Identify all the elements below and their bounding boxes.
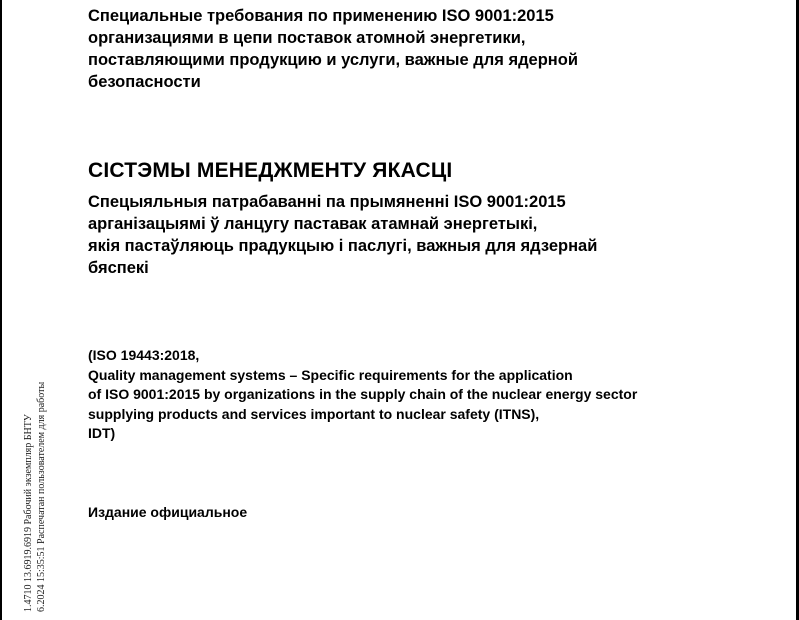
iso-reference: (ISO 19443:2018, Quality management systems – Specific requirements for the application of ISO 9001:2015 by organizations in the supply chain of the nuclear energy sector supplying products and services important to nuclear safety (ITNS), IDT) bbox=[88, 347, 638, 441]
belarusian-title: СІСТЭМЫ МЕНЕДЖМЕНТУ ЯКАСЦІ bbox=[88, 159, 453, 182]
edition-label: Издание официальное bbox=[88, 504, 248, 520]
stamp-line-2: 6.2024 15:35:51 Распечатан пользователем для работы bbox=[35, 381, 47, 612]
side-watermark-stamp bbox=[23, 382, 48, 612]
russian-subtitle: Специальные требования по применению ISO 9001:2015 организациями в цепи поставок атомной энергетики, поставляющими продукцию и услуги, важные для ядерной безопасности bbox=[88, 7, 578, 91]
belarusian-subtitle: Спецыяльныя патрабаванні па прымяненні ISO 9001:2015 арганізацыямі ў ланцугу паставак атамнай энергетыкі, якія пастаўляюць прадукцыю і паслугі, важныя для ядзернай бяспекі bbox=[88, 193, 598, 277]
stamp-line-1: 1.4710 13.6919.6919 Рабочий экземпляр БНТУ bbox=[23, 414, 34, 612]
